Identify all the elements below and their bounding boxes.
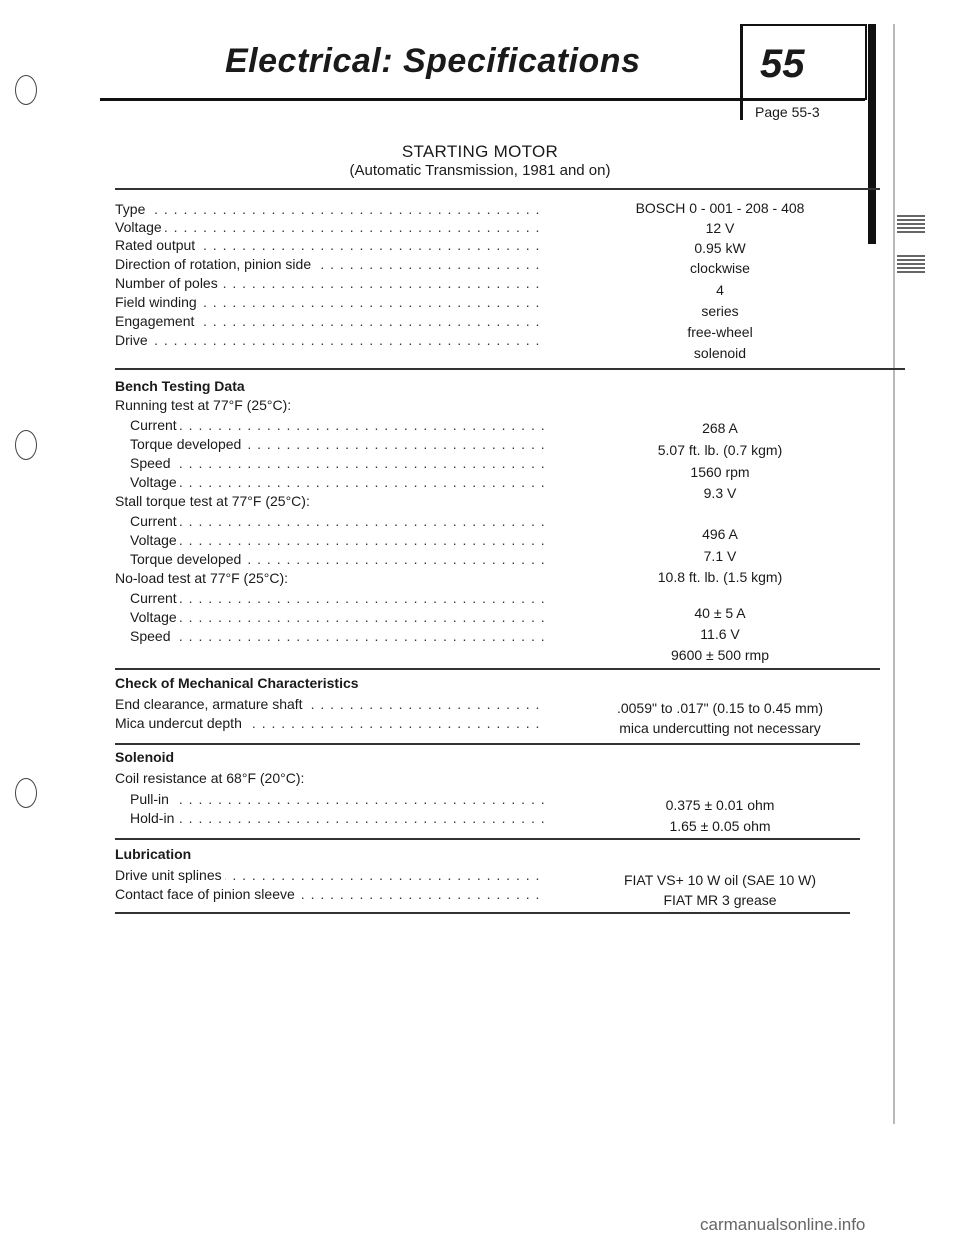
spec-subheading: (Automatic Transmission, 1981 and on) bbox=[349, 162, 611, 179]
spec-label: Torque developed . . . bbox=[130, 550, 545, 569]
spec-value: 0.375 ± 0.01 ohm bbox=[665, 797, 775, 813]
section-heading: Bench Testing Data bbox=[115, 378, 245, 394]
spec-label: Pull-in . . . bbox=[130, 790, 545, 809]
spec-label: Direction of rotation, pinion side . . . bbox=[115, 255, 545, 274]
divider bbox=[115, 912, 850, 914]
spec-value: free-wheel bbox=[687, 324, 753, 340]
divider bbox=[115, 368, 905, 370]
spec-label: Hold-in . . . bbox=[130, 809, 545, 828]
spec-label: Number of poles . . . bbox=[115, 274, 545, 293]
binder-hole bbox=[15, 778, 37, 808]
spec-label: Type . . . bbox=[115, 200, 545, 219]
section-number: 55 bbox=[760, 42, 805, 86]
spec-value: FIAT MR 3 grease bbox=[663, 892, 777, 908]
edge-mark bbox=[897, 255, 925, 273]
page-title: Electrical: Specifications bbox=[225, 42, 641, 80]
section-heading: Lubrication bbox=[115, 846, 192, 862]
spec-label: Current . . . bbox=[130, 512, 545, 531]
watermark-text: carmanualsonline.info bbox=[700, 1215, 866, 1234]
section-heading: Solenoid bbox=[115, 749, 175, 765]
subsection-heading: Running test at 77°F (25°C): bbox=[115, 397, 292, 413]
spec-value: 40 ± 5 A bbox=[694, 605, 746, 621]
spec-label: Current . . . bbox=[130, 589, 545, 608]
spec-label: Voltage . . . bbox=[115, 218, 545, 237]
section-box-divider bbox=[740, 98, 743, 120]
page-edge-line bbox=[893, 24, 895, 1124]
spec-label: Current . . . bbox=[130, 416, 545, 435]
spec-value: 1.65 ± 0.05 ohm bbox=[669, 818, 771, 834]
spec-label: Torque developed . . . bbox=[130, 435, 545, 454]
spec-value: 12 V bbox=[705, 220, 735, 236]
binder-hole bbox=[15, 430, 37, 460]
page-reference: Page 55-3 bbox=[755, 104, 820, 120]
spec-label: Rated output . . . bbox=[115, 236, 545, 255]
spec-label: Mica undercut depth . . . bbox=[115, 714, 545, 733]
subsection-heading: Stall torque test at 77°F (25°C): bbox=[115, 493, 310, 509]
spec-label: Drive unit splines . . . bbox=[115, 866, 545, 885]
spec-value: 268 A bbox=[702, 420, 738, 436]
spec-label: Drive . . . bbox=[115, 331, 545, 350]
spec-value: 7.1 V bbox=[703, 548, 737, 564]
spec-heading: STARTING MOTOR bbox=[401, 142, 559, 161]
divider bbox=[115, 743, 860, 745]
edge-mark bbox=[897, 215, 925, 233]
subsection-heading: No-load test at 77°F (25°C): bbox=[115, 570, 289, 586]
spec-label: Voltage . . . bbox=[130, 531, 545, 550]
subsection-heading: Coil resistance at 68°F (20°C): bbox=[115, 770, 305, 786]
spec-label: Contact face of pinion sleeve . . . bbox=[115, 885, 545, 904]
spec-value: 1560 rpm bbox=[690, 464, 750, 480]
spec-label: Engagement . . . bbox=[115, 312, 545, 331]
spec-value: series bbox=[701, 303, 739, 319]
spec-value: 0.95 kW bbox=[694, 240, 746, 256]
spec-label: End clearance, armature shaft . . . bbox=[115, 695, 545, 714]
binder-hole bbox=[15, 75, 37, 105]
spec-label: Field winding . . . bbox=[115, 293, 545, 312]
spec-value: 9.3 V bbox=[703, 485, 737, 501]
spec-value: 9600 ± 500 rmp bbox=[671, 647, 769, 663]
spec-value: clockwise bbox=[690, 260, 750, 276]
header-rule bbox=[100, 98, 865, 101]
spec-value: 5.07 ft. lb. (0.7 kgm) bbox=[657, 442, 783, 458]
spec-label: Voltage . . . bbox=[130, 473, 545, 492]
section-heading: Check of Mechanical Characteristics bbox=[115, 675, 359, 691]
spec-value: 11.6 V bbox=[700, 626, 740, 642]
spec-label: Voltage . . . bbox=[130, 608, 545, 627]
spec-value: mica undercutting not necessary bbox=[619, 720, 821, 736]
spec-value: 4 bbox=[716, 282, 724, 298]
divider bbox=[115, 188, 880, 190]
divider bbox=[115, 838, 860, 840]
spec-value: solenoid bbox=[693, 345, 747, 361]
spec-label: Speed . . . bbox=[130, 627, 545, 646]
divider bbox=[115, 668, 880, 670]
spec-value: 10.8 ft. lb. (1.5 kgm) bbox=[657, 569, 783, 585]
spec-value: .0059" to .017" (0.15 to 0.45 mm) bbox=[616, 700, 824, 716]
spec-value: 496 A bbox=[702, 526, 738, 542]
spec-label: Speed . . . bbox=[130, 454, 545, 473]
spec-value: BOSCH 0 - 001 - 208 - 408 bbox=[635, 200, 805, 216]
spec-value: FIAT VS+ 10 W oil (SAE 10 W) bbox=[623, 872, 817, 888]
